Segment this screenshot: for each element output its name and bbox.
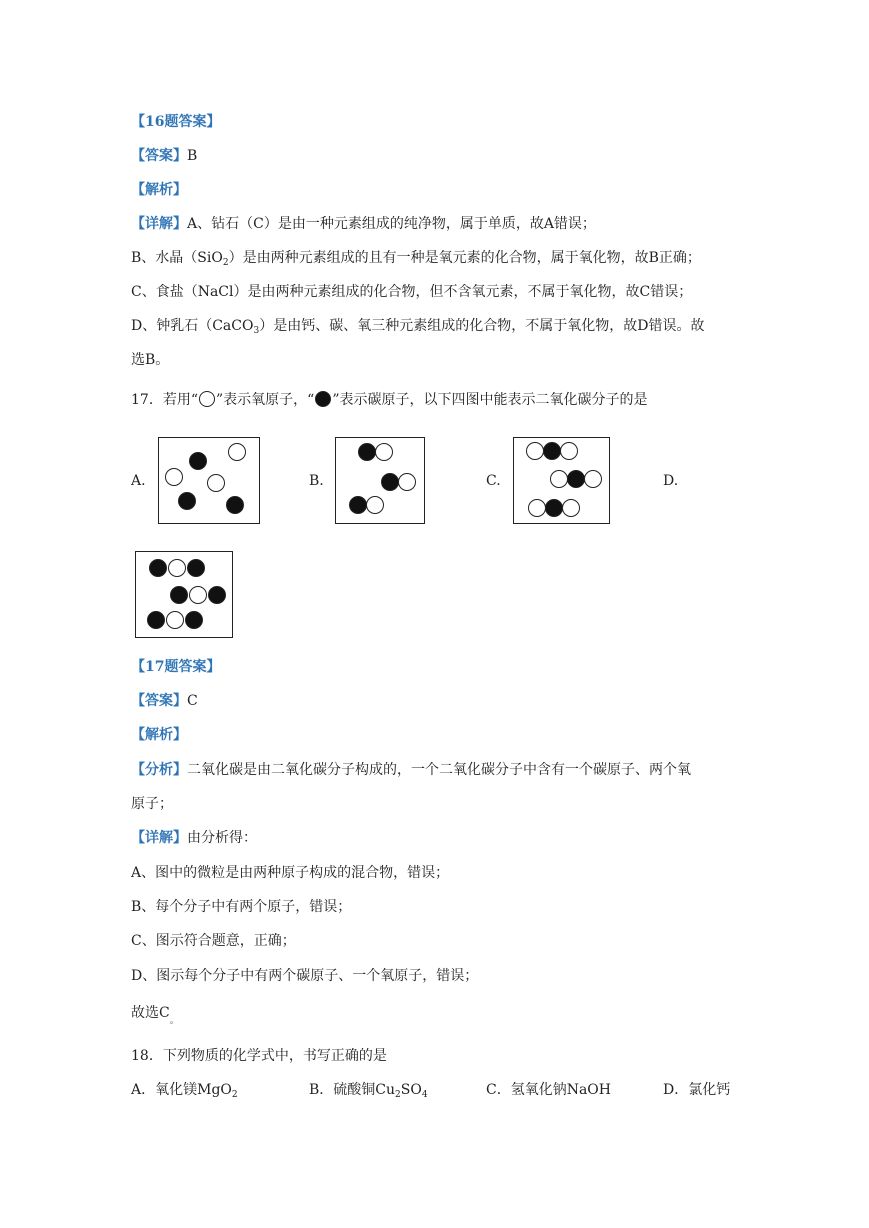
carbon-atom xyxy=(349,496,367,514)
diagram-option-b xyxy=(335,437,425,524)
q16-detail-c: C、食盐（NaCl）是由两种元素组成的化合物，但不含氧元素，不属于氧化物，故C错误； xyxy=(131,284,693,300)
option-b-label: B. xyxy=(309,473,324,489)
option-a-label: A. xyxy=(131,473,146,489)
option-b-sub1: 2 xyxy=(395,1090,401,1100)
q16-detail-b xyxy=(131,248,701,268)
diagram-option-a xyxy=(158,437,260,524)
oxygen-atom xyxy=(366,496,384,514)
detail-label: 【详解】 xyxy=(131,830,187,846)
q17-fenxi-2: 原子； xyxy=(131,796,173,812)
carbon-atom xyxy=(567,470,585,488)
q17-detail-a: A、图中的微粒是由两种原子构成的混合物，错误； xyxy=(131,865,450,881)
oxygen-atom xyxy=(562,499,580,517)
q17-stem xyxy=(131,390,647,410)
oxygen-atom xyxy=(550,470,568,488)
detail-b-pre: B、水晶（SiO xyxy=(131,250,223,266)
oxygen-atom xyxy=(560,442,578,460)
oxygen-atom xyxy=(584,470,602,488)
q18-stem: 18．下列物质的化学式中，书写正确的是 xyxy=(131,1048,387,1064)
q18-option-c: C．氢氧化钠NaOH xyxy=(486,1082,611,1098)
option-b-text: B．硫酸铜Cu xyxy=(309,1082,396,1098)
oxygen-atom xyxy=(168,559,186,577)
carbon-atom xyxy=(358,443,376,461)
fenxi-label: 【分析】 xyxy=(131,762,187,778)
detail-d-sub: 3 xyxy=(253,326,260,336)
q16-answer-line xyxy=(131,146,197,166)
oxygen-atom xyxy=(398,473,416,491)
diagram-option-c xyxy=(513,437,610,524)
oxygen-atom xyxy=(189,586,207,604)
carbon-atom xyxy=(545,499,563,517)
q17-conclusion xyxy=(131,1003,179,1031)
carbon-atom xyxy=(185,611,203,629)
q17-detail-d: D、图示每个分子中有两个碳原子、一个氧原子，错误； xyxy=(131,968,479,984)
stem-mid: ”表示氧原子，“ xyxy=(215,392,315,408)
q16-detail-d-tail: 选B。 xyxy=(131,352,170,368)
oxygen-atom xyxy=(166,611,184,629)
carbon-atom xyxy=(170,586,188,604)
q17-analysis-label: 【解析】 xyxy=(131,727,187,743)
oxygen-atom xyxy=(228,443,246,461)
option-c-label: C. xyxy=(486,473,501,489)
detail-d-post: ）是由钙、碳、氧三种元素组成的化合物，不属于氧化物，故D错误。故 xyxy=(259,318,705,334)
carbon-atom xyxy=(208,586,226,604)
q18-option-a xyxy=(131,1080,238,1100)
stem-pre: 17．若用“ xyxy=(131,392,198,408)
q17-title: 【17题答案】 xyxy=(131,659,221,675)
stem-post: ”表示碳原子，以下四图中能表示二氧化碳分子的是 xyxy=(332,392,648,408)
detail-intro-text: 由分析得： xyxy=(187,830,257,846)
detail-a-text: A、钻石（C）是由一种元素组成的纯净物，属于单质，故A错误； xyxy=(187,216,596,232)
oxygen-atom xyxy=(526,442,544,460)
q17-detail-intro xyxy=(131,828,257,848)
option-d-label: D. xyxy=(663,473,679,489)
detail-b-sub: 2 xyxy=(222,258,229,268)
carbon-atom xyxy=(543,442,561,460)
q16-detail-d xyxy=(131,316,704,336)
carbon-atom xyxy=(226,496,244,514)
oxygen-atom xyxy=(375,443,393,461)
conclusion-end: 。 xyxy=(169,1016,179,1026)
carbon-atom xyxy=(381,473,399,491)
answer-label: 【答案】 xyxy=(131,693,187,709)
conclusion-text: 故选C xyxy=(131,1005,170,1021)
option-a-text: A．氧化镁MgO xyxy=(131,1082,232,1098)
carbon-atom xyxy=(189,452,207,470)
oxygen-atom xyxy=(528,499,546,517)
q16-title: 【16题答案】 xyxy=(131,114,221,130)
answer-value: B xyxy=(187,148,198,164)
answer-value: C xyxy=(187,693,198,709)
q17-detail-b: B、每个分子中有两个原子，错误； xyxy=(131,899,352,915)
oxygen-atom xyxy=(207,474,225,492)
carbon-atom xyxy=(149,559,167,577)
q17-answer-line xyxy=(131,691,198,711)
detail-label: 【详解】 xyxy=(131,216,187,232)
q16-detail-a xyxy=(131,214,596,234)
q18-option-d: D．氯化钙 xyxy=(663,1082,731,1098)
q16-analysis-label: 【解析】 xyxy=(131,182,187,198)
carbon-atom-icon xyxy=(315,391,331,407)
q18-option-b xyxy=(309,1080,428,1100)
fenxi-text: 二氧化碳是由二氧化碳分子构成的，一个二氧化碳分子中含有一个碳原子、两个氧 xyxy=(187,762,691,778)
carbon-atom xyxy=(187,559,205,577)
detail-d-pre: D、钟乳石（CaCO xyxy=(131,318,254,334)
carbon-atom xyxy=(147,611,165,629)
oxygen-atom xyxy=(165,468,183,486)
detail-b-post: ）是由两种元素组成的且有一种是氧元素的化合物，属于氧化物，故B正确； xyxy=(228,250,701,266)
q17-fenxi-1 xyxy=(131,760,691,780)
option-b-sub2: 4 xyxy=(421,1090,428,1100)
carbon-atom xyxy=(178,492,196,510)
q17-detail-c: C、图示符合题意，正确； xyxy=(131,933,296,949)
option-b-mid: SO xyxy=(400,1082,422,1098)
option-a-sub: 2 xyxy=(231,1090,238,1100)
answer-label: 【答案】 xyxy=(131,148,187,164)
diagram-option-d xyxy=(135,551,233,638)
oxygen-atom-icon xyxy=(199,391,215,407)
